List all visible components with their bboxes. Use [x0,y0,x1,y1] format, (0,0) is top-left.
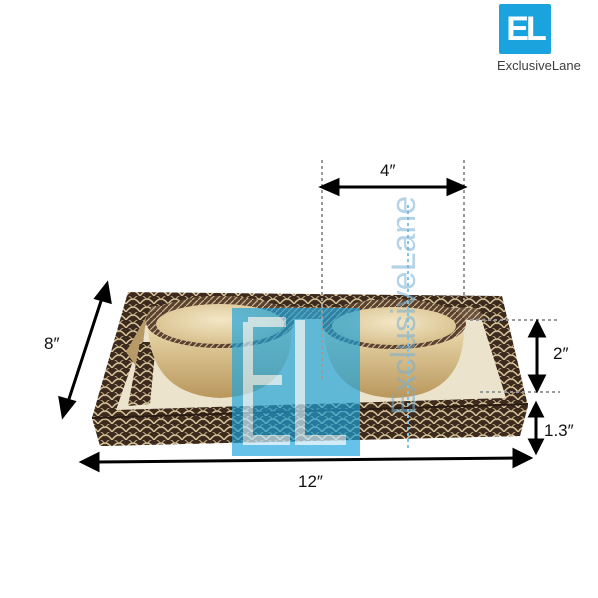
watermark-mark [232,308,360,456]
dimension-tray-height: 1.3″ [544,421,574,440]
watermark-text: ExclusiveLane [385,195,423,415]
dimension-tray-depth: 8″ [44,334,60,353]
logo-mark: EL [499,4,551,54]
dimension-tray-width: 12″ [298,472,323,491]
dimension-bowl-height: 2″ [553,344,569,363]
dimension-bowl-diameter: 4″ [380,161,396,180]
brand-name: ExclusiveLane [497,58,581,73]
